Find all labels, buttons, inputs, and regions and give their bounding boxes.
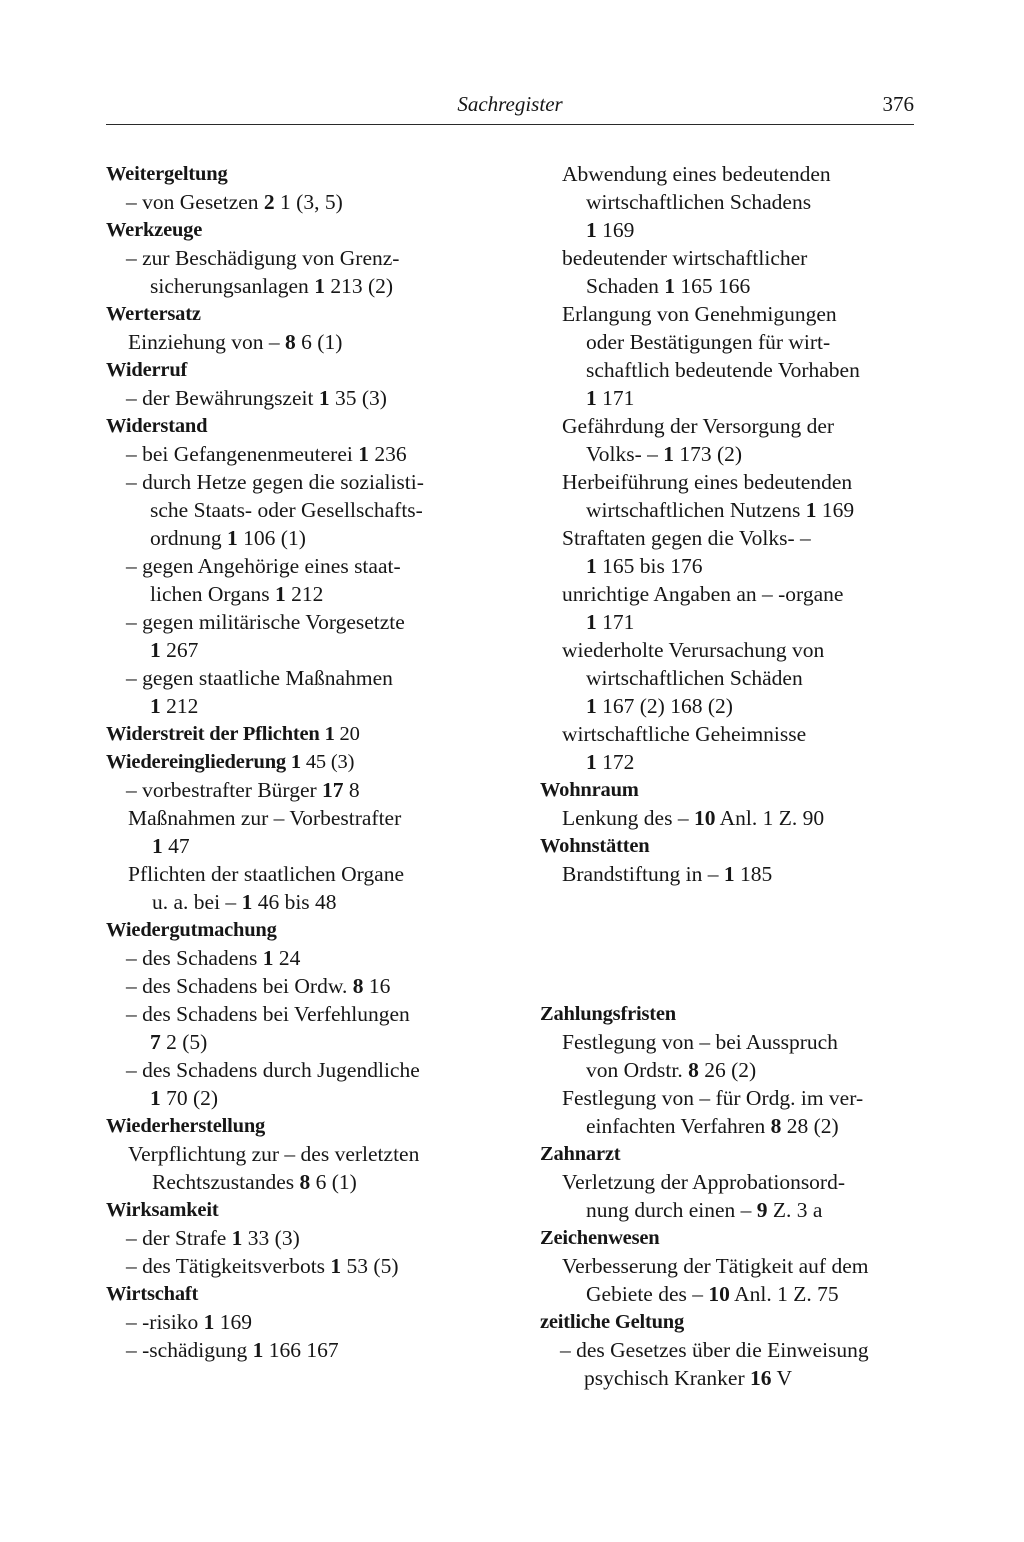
entry-text: – gegen militärische Vorgesetzte xyxy=(126,610,405,634)
entry-text: Wiedereingliederung xyxy=(106,751,291,773)
law-number: 1 xyxy=(586,610,597,634)
section-reference: 213 (2) xyxy=(324,274,394,298)
entry-text: Volks- – xyxy=(586,442,664,466)
index-heading xyxy=(540,1140,914,1168)
entry-text: – des Schadens bei Verfehlungen xyxy=(126,1002,410,1026)
law-number: 1 xyxy=(252,1338,264,1362)
index-entry xyxy=(540,188,914,216)
entry-text: – bei Gefangenenmeuterei xyxy=(126,442,359,466)
index-entry xyxy=(106,888,480,916)
index-heading xyxy=(540,832,914,860)
index-heading xyxy=(106,412,480,440)
index-entry xyxy=(106,1252,480,1280)
law-number: 10 xyxy=(708,1282,730,1306)
entry-text: – des Gesetzes über die Einweisung xyxy=(560,1338,869,1362)
section-reference: 8 xyxy=(343,778,360,802)
entry-text: Straftaten gegen die Volks- – xyxy=(562,526,811,550)
index-entry xyxy=(540,468,914,496)
law-number: 1 xyxy=(231,1226,243,1250)
index-entry xyxy=(540,580,914,608)
running-head xyxy=(106,92,914,120)
index-heading xyxy=(106,748,480,776)
index-entry xyxy=(106,692,480,720)
law-number: 16 xyxy=(749,1366,772,1390)
law-number: 1 xyxy=(324,723,335,745)
index-entry xyxy=(540,748,914,776)
law-number: 1 xyxy=(586,694,597,718)
entry-text: Widerstreit der Pflichten xyxy=(106,723,325,745)
index-entry xyxy=(540,384,914,412)
entry-text: oder Bestätigungen für wirt- xyxy=(586,330,831,354)
index-heading xyxy=(106,356,480,384)
section-reference: 165 166 xyxy=(674,274,751,298)
entry-text: Maßnahmen zur – Vorbestrafter xyxy=(128,806,402,830)
index-entry xyxy=(540,244,914,272)
section-reference: 6 (1) xyxy=(295,330,343,354)
entry-text: u. a. bei – xyxy=(152,890,242,914)
law-number: 1 xyxy=(805,498,817,522)
index-entry xyxy=(540,272,914,300)
index-entry xyxy=(540,1084,914,1112)
entry-text: Zahnarzt xyxy=(540,1143,621,1165)
entry-text: Wohnstätten xyxy=(540,835,650,857)
section-reference: 45 (3) xyxy=(300,751,355,773)
index-entry xyxy=(106,1336,480,1364)
section-reference: 236 xyxy=(368,442,407,466)
header-rule xyxy=(106,124,914,125)
entry-text: Zahlungsfristen xyxy=(540,1003,676,1025)
entry-text: – des Schadens xyxy=(126,946,263,970)
index-entry xyxy=(106,580,480,608)
index-entry xyxy=(540,1112,914,1140)
law-number: 8 xyxy=(352,974,364,998)
index-heading xyxy=(540,1308,914,1336)
entry-text: – von Gesetzen xyxy=(126,190,264,214)
index-entry xyxy=(540,496,914,524)
law-number: 8 xyxy=(299,1170,311,1194)
index-entry xyxy=(106,944,480,972)
section-reference: 47 xyxy=(162,834,190,858)
section-gap xyxy=(540,944,914,1000)
section-reference: 212 xyxy=(160,694,199,718)
index-entry xyxy=(106,188,480,216)
section-reference: 169 xyxy=(214,1310,253,1334)
section-reference: 173 (2) xyxy=(674,442,743,466)
law-number: 7 xyxy=(150,1030,161,1054)
entry-text: Schaden xyxy=(586,274,665,298)
index-entry xyxy=(106,468,480,496)
index-entry xyxy=(106,384,480,412)
law-number: 1 xyxy=(203,1310,215,1334)
entry-text: Herbeiführung eines bedeutenden xyxy=(562,470,853,494)
entry-text: Verbesserung der Tätigkeit auf dem xyxy=(562,1254,869,1278)
index-entry xyxy=(106,524,480,552)
entry-text: schaftlich bedeutende Vorhaben xyxy=(586,358,860,382)
entry-text: Widerruf xyxy=(106,359,188,381)
section-reference: 169 xyxy=(596,218,635,242)
section-reference: 70 (2) xyxy=(160,1086,219,1110)
law-number: 8 xyxy=(285,330,296,354)
section-reference: 26 (2) xyxy=(698,1058,757,1082)
index-entry xyxy=(106,664,480,692)
section-reference: 46 bis 48 xyxy=(252,890,337,914)
entry-text: – vorbestrafter Bürger xyxy=(126,778,323,802)
section-reference: 267 xyxy=(160,638,199,662)
law-number: 1 xyxy=(290,751,301,773)
index-entry xyxy=(540,440,914,468)
entry-text: Festlegung von – bei Ausspruch xyxy=(562,1030,838,1054)
index-entry xyxy=(106,636,480,664)
law-number: 1 xyxy=(227,526,238,550)
entry-text: Abwendung eines bedeutenden xyxy=(562,162,831,186)
section-reference: Anl. 1 Z. 75 xyxy=(729,1282,839,1306)
index-entry xyxy=(106,1000,480,1028)
entry-text: – zur Beschädigung von Grenz- xyxy=(126,246,400,270)
running-title: Sachregister xyxy=(457,92,563,116)
index-entry xyxy=(540,412,914,440)
entry-text: lichen Organs xyxy=(150,582,275,606)
entry-text: – durch Hetze gegen die sozialisti- xyxy=(126,470,424,494)
index-entry xyxy=(106,1056,480,1084)
law-number: 1 xyxy=(723,862,735,886)
law-number: 1 xyxy=(664,274,675,298)
law-number: 1 xyxy=(275,582,286,606)
index-entry xyxy=(106,244,480,272)
law-number: 1 xyxy=(150,1086,161,1110)
entry-text: – gegen staatliche Maßnahmen xyxy=(126,666,393,690)
entry-text: Gefährdung der Versorgung der xyxy=(562,414,835,438)
entry-text: Widerstand xyxy=(106,415,208,437)
index-entry xyxy=(540,216,914,244)
index-entry xyxy=(540,1336,914,1364)
law-number: 2 xyxy=(263,190,275,214)
law-number: 1 xyxy=(586,750,597,774)
entry-text: einfachten Verfahren xyxy=(586,1114,771,1138)
law-number: 1 xyxy=(262,946,274,970)
entry-text: wiederholte Verursachung von xyxy=(562,638,825,662)
entry-text: Brandstiftung in – xyxy=(562,862,724,886)
entry-text: – der Strafe xyxy=(126,1226,232,1250)
index-entry xyxy=(106,804,480,832)
section-reference: V xyxy=(771,1366,792,1390)
entry-text: sche Staats- oder Gesellschafts- xyxy=(150,498,423,522)
index-entry xyxy=(540,160,914,188)
law-number: 10 xyxy=(693,806,716,830)
section-reference: 35 (3) xyxy=(329,386,387,410)
entry-text: Festlegung von – für Ordg. im ver- xyxy=(562,1086,864,1110)
entry-text: zeitliche Geltung xyxy=(540,1311,685,1333)
entry-text: sicherungsanlagen xyxy=(150,274,315,298)
index-entry xyxy=(106,860,480,888)
index-entry xyxy=(540,524,914,552)
entry-text: Werkzeuge xyxy=(106,219,203,241)
index-entry xyxy=(540,356,914,384)
section-reference: 169 xyxy=(816,498,855,522)
law-number: 8 xyxy=(770,1114,782,1138)
entry-text: – des Schadens durch Jugendliche xyxy=(126,1058,420,1082)
law-number: 1 xyxy=(330,1254,342,1278)
index-entry xyxy=(106,1028,480,1056)
entry-text: von Ordstr. xyxy=(586,1058,689,1082)
section-reference: 171 xyxy=(596,610,635,634)
entry-text: wirtschaftlichen Schäden xyxy=(586,666,803,690)
entry-text: wirtschaftliche Geheimnisse xyxy=(562,722,807,746)
entry-text: Wirksamkeit xyxy=(106,1199,219,1221)
index-entry xyxy=(540,552,914,580)
section-reference: 165 bis 176 xyxy=(596,554,703,578)
section-reference: 167 (2) 168 (2) xyxy=(596,694,733,718)
entry-text: Wiedergutmachung xyxy=(106,919,277,941)
index-entry xyxy=(540,720,914,748)
index-entry xyxy=(106,832,480,860)
index-entry xyxy=(540,328,914,356)
law-number: 1 xyxy=(152,834,163,858)
law-number: 1 xyxy=(586,386,597,410)
section-reference: 24 xyxy=(273,946,301,970)
section-gap xyxy=(540,888,914,944)
section-reference: 6 (1) xyxy=(310,1170,357,1194)
entry-text: – gegen Angehörige eines staat- xyxy=(126,554,401,578)
section-reference: 2 (5) xyxy=(160,1030,208,1054)
entry-text: Zeichenwesen xyxy=(540,1227,660,1249)
index-entry xyxy=(106,776,480,804)
index-entry xyxy=(540,1196,914,1224)
index-entry xyxy=(540,1280,914,1308)
entry-text: Einziehung von – xyxy=(128,330,286,354)
section-reference: 171 xyxy=(596,386,635,410)
entry-text: nung durch einen – xyxy=(586,1198,757,1222)
index-entry xyxy=(540,1028,914,1056)
law-number: 1 xyxy=(150,694,161,718)
entry-text: – der Bewährungszeit xyxy=(126,386,319,410)
section-reference: Z. 3 a xyxy=(767,1198,823,1222)
index-heading xyxy=(106,720,480,748)
index-entry xyxy=(106,328,480,356)
index-heading xyxy=(106,300,480,328)
index-entry xyxy=(106,552,480,580)
index-entry xyxy=(540,860,914,888)
index-entry xyxy=(540,664,914,692)
index-entry xyxy=(540,1168,914,1196)
entry-text: Wirtschaft xyxy=(106,1283,199,1305)
section-reference: 28 (2) xyxy=(781,1114,839,1138)
page-number: 376 xyxy=(882,92,914,116)
index-heading xyxy=(106,216,480,244)
index-heading xyxy=(106,916,480,944)
entry-text: – -risiko xyxy=(126,1310,204,1334)
law-number: 1 xyxy=(314,274,325,298)
law-number: 17 xyxy=(322,778,344,802)
index-entry xyxy=(540,1056,914,1084)
index-entry xyxy=(540,1252,914,1280)
entry-text: Pflichten der staatlichen Organe xyxy=(128,862,405,886)
section-reference: 53 (5) xyxy=(341,1254,399,1278)
index-entry xyxy=(540,692,914,720)
entry-text: Gebiete des – xyxy=(586,1282,709,1306)
section-reference: 106 (1) xyxy=(237,526,306,550)
index-entry xyxy=(106,1084,480,1112)
section-reference: 20 xyxy=(334,723,360,745)
index-entry xyxy=(106,1308,480,1336)
entry-text: ordnung xyxy=(150,526,228,550)
law-number: 8 xyxy=(688,1058,699,1082)
section-reference: 172 xyxy=(596,750,635,774)
index-entry xyxy=(540,636,914,664)
index-entry xyxy=(540,1364,914,1392)
index-heading xyxy=(106,1112,480,1140)
right-column xyxy=(540,160,914,1392)
law-number: 1 xyxy=(586,554,597,578)
section-reference: 33 (3) xyxy=(242,1226,300,1250)
entry-text: Wertersatz xyxy=(106,303,201,325)
entry-text: Rechtszustandes xyxy=(152,1170,300,1194)
index-heading xyxy=(540,1000,914,1028)
index-heading xyxy=(106,1280,480,1308)
entry-text: – des Schadens bei Ordw. xyxy=(126,974,353,998)
index-entry xyxy=(106,496,480,524)
entry-text: Lenkung des – xyxy=(562,806,694,830)
index-entry xyxy=(106,1168,480,1196)
entry-text: – des Tätigkeitsverbots xyxy=(126,1254,331,1278)
index-heading xyxy=(540,1224,914,1252)
entry-text: Wiederherstellung xyxy=(106,1115,266,1137)
entry-text: Wohnraum xyxy=(540,779,639,801)
section-reference: Anl. 1 Z. 90 xyxy=(715,806,825,830)
index-entry xyxy=(106,272,480,300)
entry-text: Verpflichtung zur – des verletzten xyxy=(128,1142,420,1166)
law-number: 9 xyxy=(756,1198,768,1222)
index-entry xyxy=(106,608,480,636)
index-heading xyxy=(540,776,914,804)
index-entry xyxy=(540,300,914,328)
section-reference: 16 xyxy=(363,974,391,998)
index-entry xyxy=(106,440,480,468)
left-column xyxy=(106,160,480,1364)
entry-text: wirtschaftlichen Schadens xyxy=(586,190,812,214)
entry-text: bedeutender wirtschaftlicher xyxy=(562,246,808,270)
section-reference: 1 (3, 5) xyxy=(274,190,343,214)
entry-text: unrichtige Angaben an – -organe xyxy=(562,582,844,606)
index-heading xyxy=(106,1196,480,1224)
law-number: 1 xyxy=(241,890,253,914)
law-number: 1 xyxy=(358,442,369,466)
section-reference: 212 xyxy=(285,582,324,606)
law-number: 1 xyxy=(586,218,597,242)
index-heading xyxy=(106,160,480,188)
entry-text: Verletzung der Approbationsord- xyxy=(562,1170,846,1194)
section-reference: 185 xyxy=(734,862,773,886)
entry-text: – -schädigung xyxy=(126,1338,253,1362)
entry-text: Erlangung von Genehmigungen xyxy=(562,302,837,326)
law-number: 1 xyxy=(150,638,161,662)
index-entry xyxy=(106,972,480,1000)
index-entry xyxy=(540,608,914,636)
entry-text: psychisch Kranker xyxy=(584,1366,750,1390)
index-entry xyxy=(540,804,914,832)
entry-text: Weitergeltung xyxy=(106,163,228,185)
section-reference: 166 167 xyxy=(263,1338,339,1362)
entry-text: wirtschaftlichen Nutzens xyxy=(586,498,806,522)
index-entry xyxy=(106,1224,480,1252)
law-number: 1 xyxy=(663,442,675,466)
law-number: 1 xyxy=(318,386,330,410)
index-entry xyxy=(106,1140,480,1168)
